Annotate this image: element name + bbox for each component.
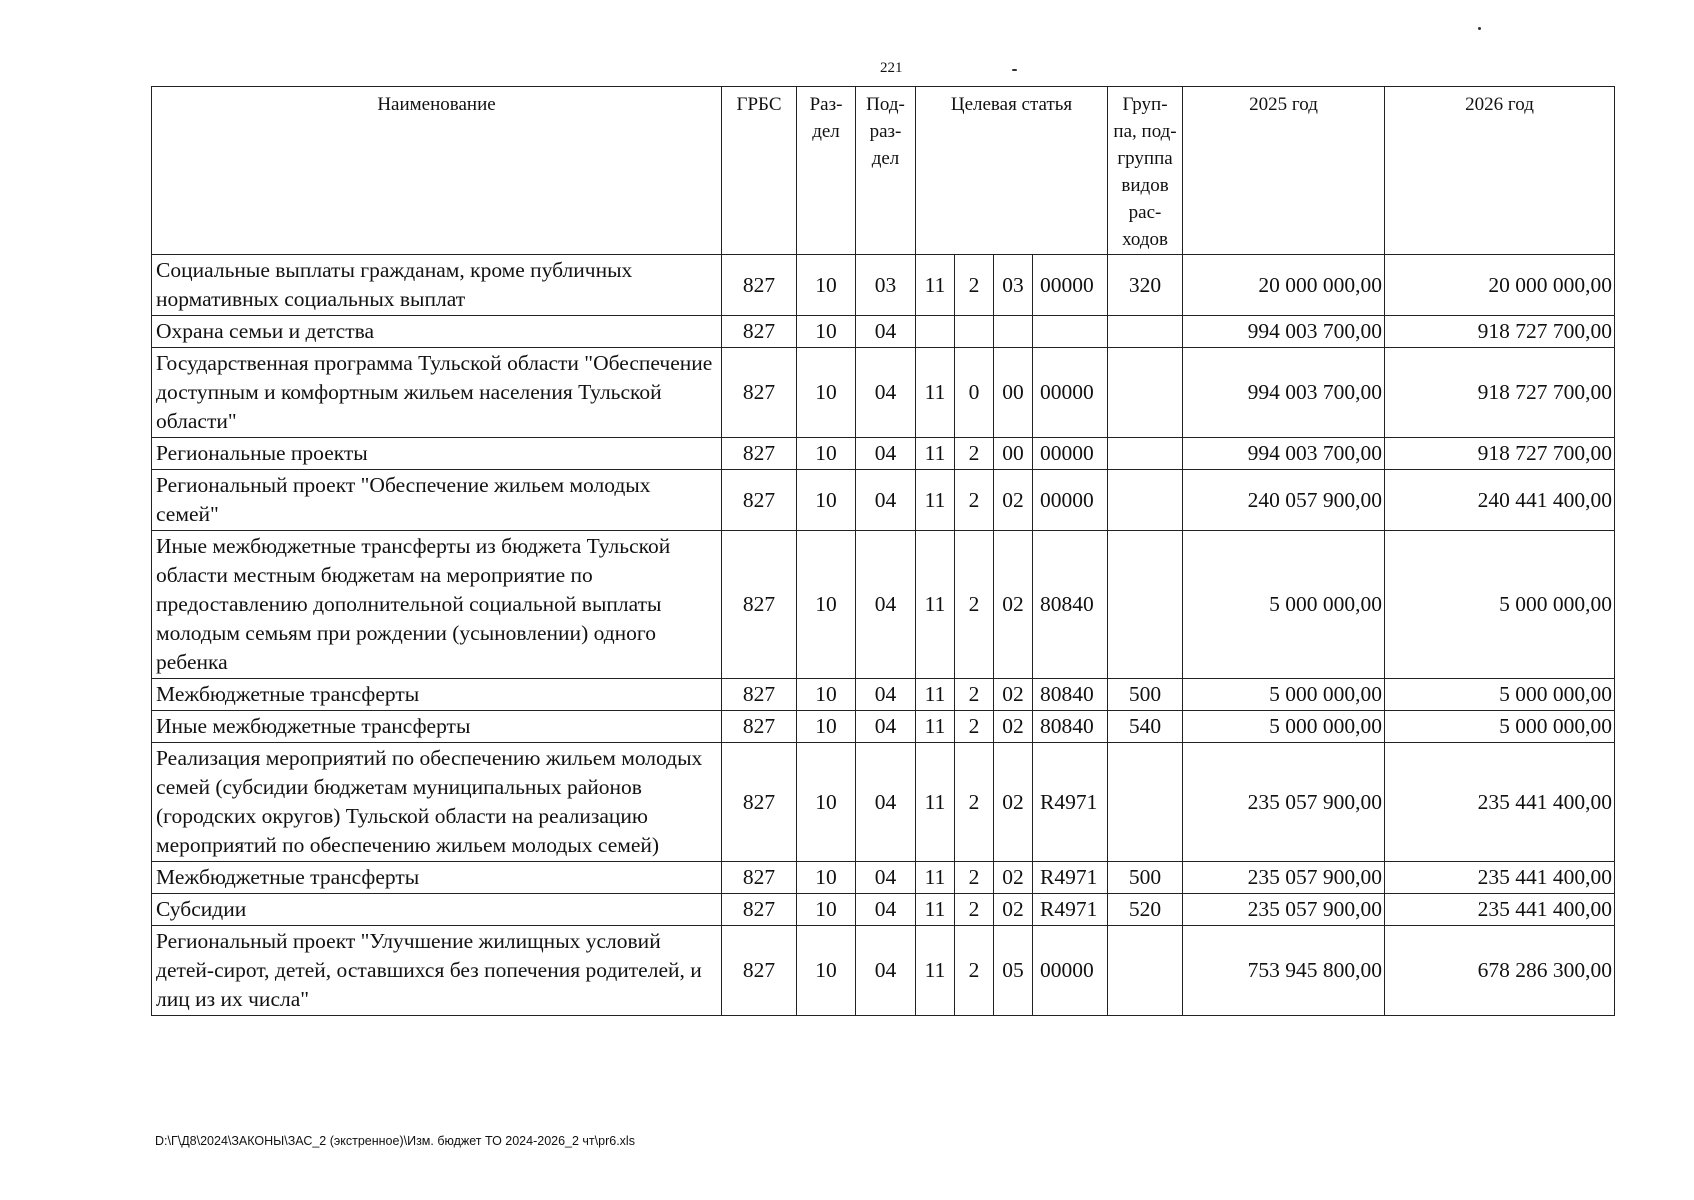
row-amount-2025: 20 000 000,00 [1183, 255, 1385, 316]
row-target-type: 2 [955, 926, 994, 1016]
header-target-article: Целевая статья [916, 87, 1108, 255]
row-name: Региональный проект "Улучшение жилищных условий детей-сирот, детей, оставшихся без попечения родителей, и лиц из их числа" [152, 926, 722, 1016]
row-razdel: 10 [797, 743, 856, 862]
row-target-program [916, 316, 955, 348]
table-row [152, 862, 1615, 894]
row-target-element: 05 [994, 926, 1033, 1016]
header-2025: 2025 год [1183, 87, 1385, 255]
row-podrazdel: 04 [856, 926, 916, 1016]
header-grbs: ГРБС [722, 87, 797, 255]
table-row [152, 470, 1615, 531]
row-amount-2026: 235 441 400,00 [1385, 862, 1615, 894]
row-grbs: 827 [722, 862, 797, 894]
row-podrazdel: 04 [856, 679, 916, 711]
row-grbs: 827 [722, 348, 797, 438]
row-expense-group [1108, 926, 1183, 1016]
row-grbs: 827 [722, 894, 797, 926]
row-amount-2026: 5 000 000,00 [1385, 679, 1615, 711]
row-podrazdel: 04 [856, 894, 916, 926]
row-amount-2025: 994 003 700,00 [1183, 438, 1385, 470]
row-grbs: 827 [722, 679, 797, 711]
row-target-element: 02 [994, 470, 1033, 531]
table-row [152, 255, 1615, 316]
row-grbs: 827 [722, 743, 797, 862]
row-podrazdel: 04 [856, 743, 916, 862]
row-grbs: 827 [722, 255, 797, 316]
row-target-program: 11 [916, 711, 955, 743]
row-amount-2026: 918 727 700,00 [1385, 316, 1615, 348]
table-row [152, 316, 1615, 348]
table-row [152, 743, 1615, 862]
row-amount-2026: 240 441 400,00 [1385, 470, 1615, 531]
row-target-type: 0 [955, 348, 994, 438]
row-name: Реализация мероприятий по обеспечению жильем молодых семей (субсидии бюджетам муниципальных районов (городских округов) Тульской области на реализацию мероприятий по обеспечению жильем молодых семей) [152, 743, 722, 862]
row-target-element: 03 [994, 255, 1033, 316]
row-podrazdel: 03 [856, 255, 916, 316]
row-target-direction [1033, 316, 1108, 348]
row-expense-group [1108, 348, 1183, 438]
row-amount-2025: 5 000 000,00 [1183, 711, 1385, 743]
row-expense-group [1108, 438, 1183, 470]
row-target-element: 02 [994, 531, 1033, 679]
row-amount-2026: 235 441 400,00 [1385, 894, 1615, 926]
row-target-direction: 00000 [1033, 255, 1108, 316]
row-target-element: 02 [994, 711, 1033, 743]
file-path-footer: D:\Г\Д8\2024\ЗАКОНЫ\ЗАС_2 (экстренное)\Изм. бюджет ТО 2024-2026_2 чт\pr6.xls [155, 1134, 635, 1148]
scan-speck [1012, 69, 1017, 71]
row-target-direction: 00000 [1033, 438, 1108, 470]
row-amount-2025: 235 057 900,00 [1183, 894, 1385, 926]
row-grbs: 827 [722, 316, 797, 348]
row-target-type: 2 [955, 531, 994, 679]
table-body [152, 255, 1615, 1016]
row-podrazdel: 04 [856, 316, 916, 348]
row-name: Иные межбюджетные трансферты [152, 711, 722, 743]
row-target-type [955, 316, 994, 348]
budget-table [151, 86, 1615, 1016]
row-target-direction: R4971 [1033, 894, 1108, 926]
row-target-direction: R4971 [1033, 743, 1108, 862]
row-amount-2026: 20 000 000,00 [1385, 255, 1615, 316]
row-target-direction: 80840 [1033, 711, 1108, 743]
row-podrazdel: 04 [856, 711, 916, 743]
row-expense-group [1108, 316, 1183, 348]
row-expense-group: 540 [1108, 711, 1183, 743]
row-target-direction: 80840 [1033, 531, 1108, 679]
row-target-type: 2 [955, 438, 994, 470]
row-expense-group [1108, 531, 1183, 679]
row-target-element: 02 [994, 679, 1033, 711]
row-name: Социальные выплаты гражданам, кроме публичных нормативных социальных выплат [152, 255, 722, 316]
row-expense-group: 500 [1108, 679, 1183, 711]
row-grbs: 827 [722, 711, 797, 743]
row-target-element: 02 [994, 743, 1033, 862]
row-name: Иные межбюджетные трансферты из бюджета Тульской области местным бюджетам на мероприятие по предоставлению дополнительной социальной выплаты молодым семьям при рождении (усыновлении) одного ребенка [152, 531, 722, 679]
row-target-type: 2 [955, 711, 994, 743]
row-target-element: 00 [994, 438, 1033, 470]
row-podrazdel: 04 [856, 470, 916, 531]
budget-table-container [151, 86, 1614, 1016]
table-row [152, 438, 1615, 470]
row-amount-2025: 753 945 800,00 [1183, 926, 1385, 1016]
page-number: 221 [880, 60, 903, 76]
row-target-type: 2 [955, 894, 994, 926]
row-amount-2025: 5 000 000,00 [1183, 679, 1385, 711]
row-expense-group [1108, 470, 1183, 531]
row-target-direction: R4971 [1033, 862, 1108, 894]
row-name: Охрана семьи и детства [152, 316, 722, 348]
row-target-direction: 80840 [1033, 679, 1108, 711]
row-grbs: 827 [722, 438, 797, 470]
row-podrazdel: 04 [856, 531, 916, 679]
row-expense-group: 500 [1108, 862, 1183, 894]
row-target-direction: 00000 [1033, 470, 1108, 531]
header-2026: 2026 год [1385, 87, 1615, 255]
row-amount-2026: 235 441 400,00 [1385, 743, 1615, 862]
header-name: Наименование [152, 87, 722, 255]
row-razdel: 10 [797, 531, 856, 679]
table-row [152, 679, 1615, 711]
row-target-program: 11 [916, 348, 955, 438]
row-target-program: 11 [916, 926, 955, 1016]
row-razdel: 10 [797, 894, 856, 926]
table-row [152, 348, 1615, 438]
row-grbs: 827 [722, 470, 797, 531]
row-podrazdel: 04 [856, 348, 916, 438]
row-target-program: 11 [916, 862, 955, 894]
row-razdel: 10 [797, 862, 856, 894]
row-amount-2025: 235 057 900,00 [1183, 743, 1385, 862]
table-row [152, 711, 1615, 743]
row-razdel: 10 [797, 679, 856, 711]
header-podrazdel: Под- раз- дел [856, 87, 916, 255]
row-target-direction: 00000 [1033, 348, 1108, 438]
row-target-element: 02 [994, 862, 1033, 894]
row-razdel: 10 [797, 316, 856, 348]
row-grbs: 827 [722, 531, 797, 679]
row-target-program: 11 [916, 438, 955, 470]
row-razdel: 10 [797, 255, 856, 316]
row-amount-2025: 994 003 700,00 [1183, 316, 1385, 348]
row-target-type: 2 [955, 470, 994, 531]
row-amount-2025: 5 000 000,00 [1183, 531, 1385, 679]
row-name: Региональные проекты [152, 438, 722, 470]
row-name: Межбюджетные трансферты [152, 679, 722, 711]
row-target-program: 11 [916, 679, 955, 711]
row-name: Региональный проект "Обеспечение жильем молодых семей" [152, 470, 722, 531]
row-target-program: 11 [916, 743, 955, 862]
header-razdel: Раз- дел [797, 87, 856, 255]
row-amount-2026: 5 000 000,00 [1385, 711, 1615, 743]
row-name: Государственная программа Тульской области "Обеспечение доступным и комфортным жильем населения Тульской области" [152, 348, 722, 438]
row-target-element [994, 316, 1033, 348]
row-expense-group: 320 [1108, 255, 1183, 316]
table-row [152, 894, 1615, 926]
row-target-program: 11 [916, 894, 955, 926]
row-expense-group [1108, 743, 1183, 862]
table-row [152, 926, 1615, 1016]
row-razdel: 10 [797, 438, 856, 470]
row-target-program: 11 [916, 470, 955, 531]
row-target-element: 00 [994, 348, 1033, 438]
row-amount-2026: 678 286 300,00 [1385, 926, 1615, 1016]
row-razdel: 10 [797, 926, 856, 1016]
row-target-type: 2 [955, 679, 994, 711]
table-row [152, 531, 1615, 679]
row-target-type: 2 [955, 255, 994, 316]
row-razdel: 10 [797, 470, 856, 531]
scan-speck [1478, 27, 1481, 30]
row-target-direction: 00000 [1033, 926, 1108, 1016]
row-razdel: 10 [797, 348, 856, 438]
row-amount-2025: 235 057 900,00 [1183, 862, 1385, 894]
row-target-program: 11 [916, 531, 955, 679]
row-amount-2025: 240 057 900,00 [1183, 470, 1385, 531]
row-name: Межбюджетные трансферты [152, 862, 722, 894]
row-target-program: 11 [916, 255, 955, 316]
row-amount-2026: 5 000 000,00 [1385, 531, 1615, 679]
row-amount-2026: 918 727 700,00 [1385, 348, 1615, 438]
row-expense-group: 520 [1108, 894, 1183, 926]
row-name: Субсидии [152, 894, 722, 926]
row-amount-2026: 918 727 700,00 [1385, 438, 1615, 470]
row-target-element: 02 [994, 894, 1033, 926]
row-amount-2025: 994 003 700,00 [1183, 348, 1385, 438]
row-podrazdel: 04 [856, 438, 916, 470]
row-target-type: 2 [955, 862, 994, 894]
row-target-type: 2 [955, 743, 994, 862]
table-header-row [152, 87, 1615, 255]
row-razdel: 10 [797, 711, 856, 743]
header-expense-group: Груп- па, под- группа видов рас- ходов [1108, 87, 1183, 255]
row-podrazdel: 04 [856, 862, 916, 894]
row-grbs: 827 [722, 926, 797, 1016]
